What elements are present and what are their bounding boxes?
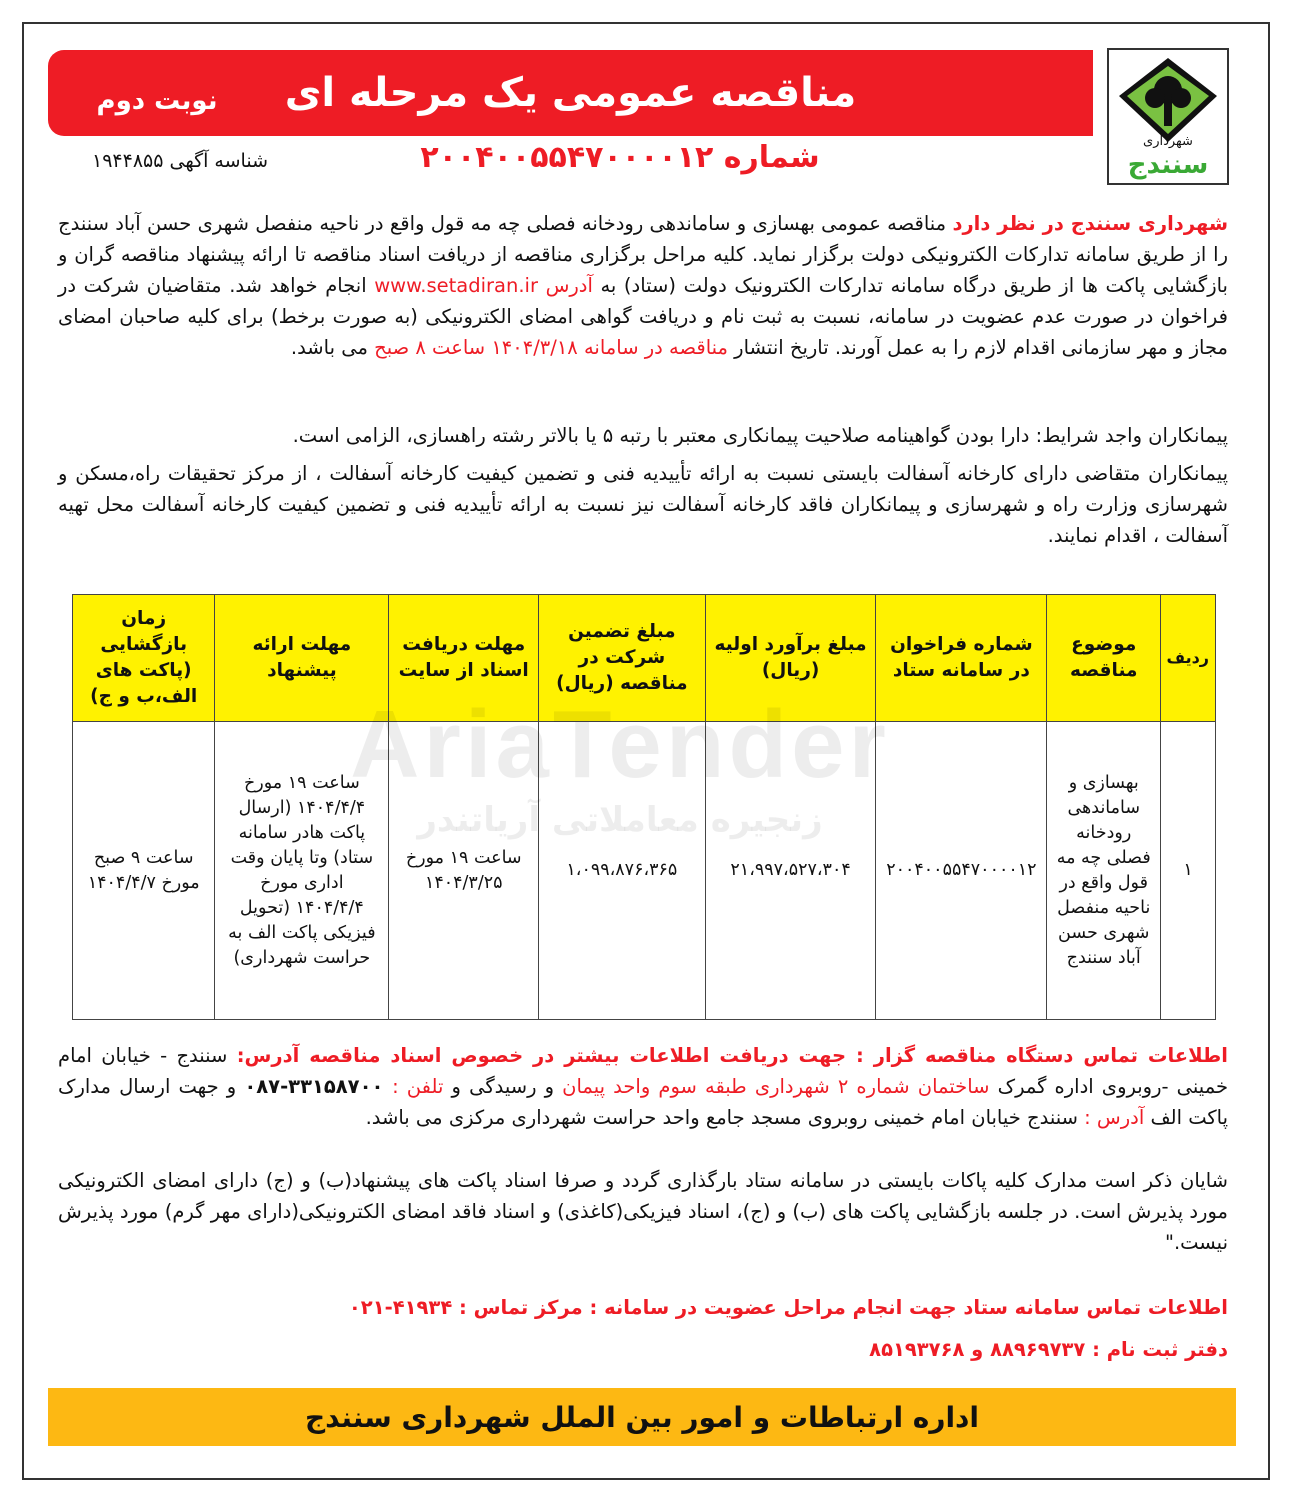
header-row-number: ردیف: [1161, 595, 1216, 722]
contact-mid: و رسیدگی و: [443, 1075, 563, 1098]
intro-text: مناقصه عمومی بهسازی و ساماندهی رودخانه فصلی چه مه قول واقع در ناحیه منفصل شهری حسن آباد سنندج را از طریق سامانه تدارکات الکترونیکی دولت برگزار نماید. کلیه مراحل برگزاری مناقصه از دریافت اسناد مناقصه تا ارائه پیشنهاد مناقصه گران و بازگشایی پاکت ها از طریق درگاه سامانه تدارکات الکترونیک دولت (ستاد) به: [58, 212, 1228, 297]
ad-identifier: شناسه آگهی ۱۹۴۴۸۵۵: [92, 150, 268, 172]
cell-opening-time: ساعت ۹ صبح مورخ ۱۴۰۴/۴/۷: [73, 722, 215, 1020]
office-contact-line: [58, 1334, 1228, 1365]
publish-date: مناقصه در سامانه ۱۴۰۴/۳/۱۸ ساعت ۸ صبح: [374, 336, 728, 359]
qualification-paragraph: پیمانکاران واجد شرایط: دارا بودن گواهینامه صلاحیت پیمانکاری معتبر با رتبه ۵ یا بالاتر رشته راهسازی، الزامی است.: [292, 424, 1228, 447]
phone-label: تلفن :: [392, 1075, 444, 1098]
office-label: دفتر ثبت نام :: [1092, 1338, 1228, 1361]
contact-building: ساختمان شماره ۲ شهرداری طبقه سوم واحد پیمان: [562, 1075, 990, 1098]
contact-phone: ۳۳۱۵۸۷۰۰-۰۸۷: [244, 1075, 393, 1098]
municipality-logo: [1107, 48, 1229, 185]
table-row: [73, 722, 1216, 1020]
contact-paragraph: [58, 1040, 1228, 1133]
tender-table: [72, 594, 1216, 1020]
cell-doc-deadline: ساعت ۱۹ مورخ ۱۴۰۴/۳/۲۵: [389, 722, 539, 1020]
contact-mid-2: و جهت ارسال مدارک پاکت الف: [58, 1075, 1228, 1129]
cell-estimate: ۲۱،۹۹۷،۵۲۷،۳۰۴: [705, 722, 876, 1020]
address-label: آدرس: [545, 274, 593, 297]
header-estimate: مبلغ برآورد اولیه (ریال): [705, 595, 876, 722]
setad-phone: ۴۱۹۳۴-۰۲۱: [348, 1296, 460, 1319]
footer-bar: اداره ارتباطات و امور بین الملل شهرداری سنندج: [48, 1388, 1236, 1446]
intro-text-2: انجام خواهد شد. متقاضیان شرکت در فراخوان در صورت عدم عضویت در سامانه، نسبت به ثبت نام و دریافت گواهی امضای الکترونیکی (به صورت برخط) برای کلیه صاحبان امضای مجاز و مهر سازمانی اقدام لازم را به عمل آورند. تاریخ انتشار: [58, 274, 1228, 359]
intro-lead: شهرداری سنندج در نظر دارد: [952, 212, 1228, 235]
cell-row-number: ۱: [1161, 722, 1216, 1020]
setad-contact-line: [58, 1292, 1228, 1323]
setad-link[interactable]: www.setadiran.ir: [374, 274, 538, 297]
tender-number: شماره ۲۰۰۴۰۰۵۵۴۷۰۰۰۰۱۲: [420, 140, 820, 175]
cell-bid-deadline: ساعت ۱۹ مورخ ۱۴۰۴/۴/۴ (ارسال پاکت هادر سامانه ستاد) وتا پایان وقت اداری مورخ ۱۴۰۴/۴/۴ (تحویل فیزیکی پاکت الف به حراست شهرداری): [215, 722, 389, 1020]
intro-tail: می باشد.: [290, 336, 375, 359]
header-doc-deadline: مهلت دریافت اسناد از سایت: [389, 595, 539, 722]
logo-city-text: سنندج: [1127, 150, 1209, 180]
asphalt-paragraph: پیمانکاران متقاضی دارای کارخانه آسفالت بایستی نسبت به ارائه تأییدیه فنی و تضمین کیفیت کارخانه آسفالت ، از مرکز تحقیقات راه،مسکن و شهرسازی وزارت راه و شهرسازی و پیمانکاران فاقد کارخانه آسفالت نیز نسبت به ارائه تأییدیه فنی و تضمین کیفیت کارخانه آسفالت محل تهیه آسفالت ، اقدام نمایند.: [58, 462, 1228, 547]
header-call-number: شماره فراخوان در سامانه ستاد: [876, 595, 1047, 722]
logo-org-text: شهرداری: [1143, 134, 1193, 149]
header-opening-time: زمان بازگشایی (پاکت های الف،ب و ج): [73, 595, 215, 722]
header-bid-deadline: مهلت ارائه پیشنهاد: [215, 595, 389, 722]
address-label-2: آدرس :: [1084, 1106, 1145, 1129]
header-guarantee: مبلغ تضمین شرکت در مناقصه (ریال): [539, 595, 706, 722]
contact-address: سنندج - خیابان امام خمینی -روبروی اداره گمرک: [58, 1044, 1229, 1098]
cell-subject: بهسازی و ساماندهی رودخانه فصلی چه مه قول واقع در ناحیه منفصل شهری حسن آباد سنندج: [1047, 722, 1161, 1020]
header-subject: موضوع مناقصه: [1047, 595, 1161, 722]
ad-title: مناقصه عمومی یک مرحله ای: [284, 70, 857, 116]
round-label: نوبت دوم: [96, 86, 218, 116]
cell-guarantee: ۱،۰۹۹،۸۷۶،۳۶۵: [539, 722, 706, 1020]
office-phones: ۸۸۹۶۹۷۳۷ و ۸۵۱۹۳۷۶۸: [869, 1338, 1093, 1361]
table-header-row: [73, 595, 1216, 722]
security-address: سنندج خیابان امام خمینی روبروی مسجد جامع واحد حراست شهرداری مرکزی می باشد.: [365, 1106, 1085, 1129]
note-paragraph: شایان ذکر است مدارک کلیه پاکات بایستی در سامانه ستاد بارگذاری گردد و صرفا اسناد پاکت های پیشنهاد(ب) و (ج) دارای امضای الکترونیکی مورد پذیرش است. در جلسه بازگشایی پاکت های (ب) و (ج)، اسناد فیزیکی(کاغذی) و اسناد فاقد امضای الکترونیکی(دارای مهر گرم) مورد پذیرش نیست.": [58, 1169, 1228, 1254]
setad-contact-label: اطلاعات تماس سامانه ستاد جهت انجام مراحل عضویت در سامانه : مرکز تماس :: [459, 1296, 1228, 1319]
contact-label: اطلاعات تماس دستگاه مناقصه گزار : جهت دریافت اطلاعات بیشتر در خصوص اسناد مناقصه آدرس:: [236, 1044, 1228, 1067]
cell-call-number: ۲۰۰۴۰۰۵۵۴۷۰۰۰۰۱۲: [876, 722, 1047, 1020]
intro-paragraph: [58, 208, 1228, 363]
